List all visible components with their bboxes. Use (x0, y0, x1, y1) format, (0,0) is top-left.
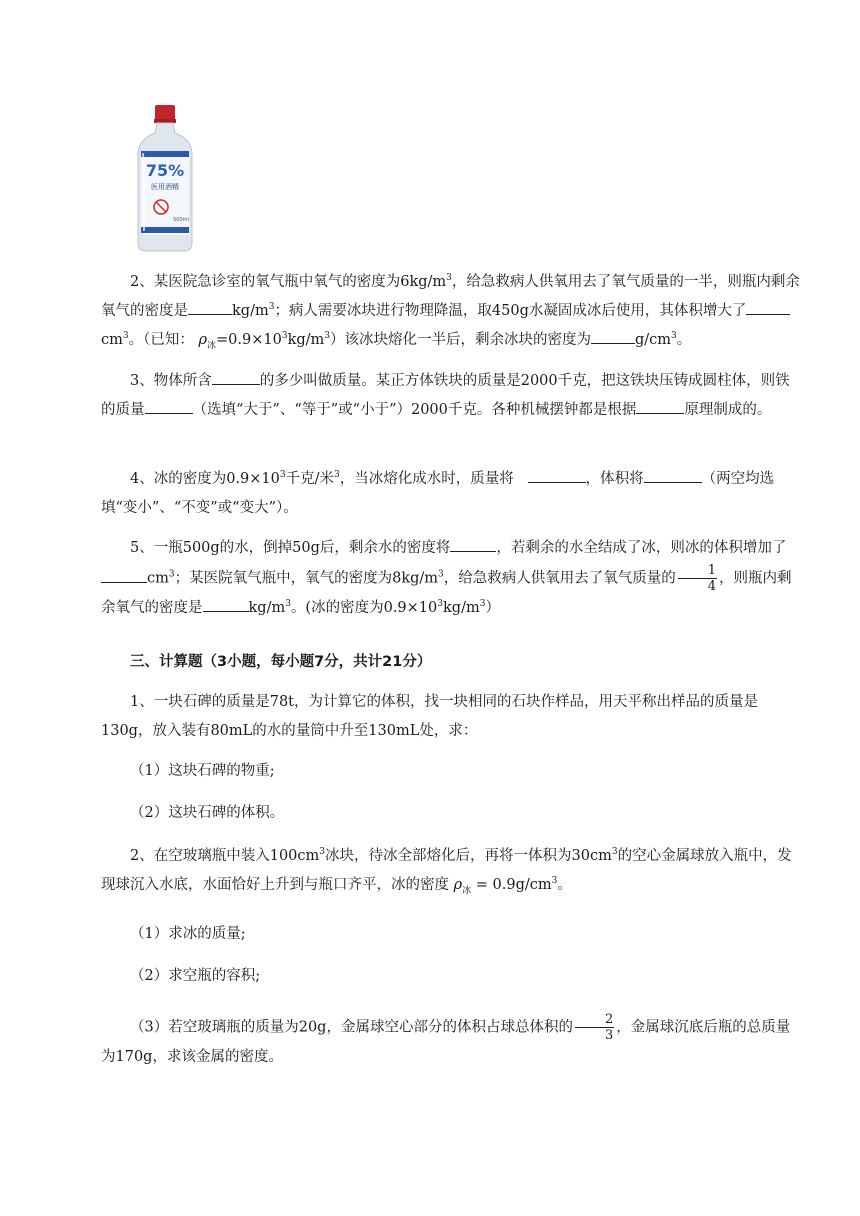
calc-question-1-part-1: （1）这块石碑的物重; (130, 763, 275, 779)
answer-blank[interactable] (188, 298, 232, 315)
question-4: 4、冰的密度为$0.9\times 10^3$千克/米$^3$，当冰熔化成水时，质量将 ，体积将 （两空均选填“变小”、“不变”或“变大”）。 (101, 465, 801, 523)
bottle-volume: 500ml (173, 217, 189, 223)
fraction-one-quarter: $\frac{1}{4}$ (678, 563, 717, 594)
answer-blank[interactable] (528, 466, 586, 483)
question-3: 3、物体所含 的多少叫做质量。某正方体铁块的质量是2000千克，把这铁块压铸成圆柱体，则铁的质量 （选填“大于”、“等于”或“小于”）2000千克。各种机械摆钟都是根据 原理制成的。 (101, 367, 801, 425)
answer-blank[interactable] (746, 298, 790, 315)
answer-blank[interactable] (203, 595, 249, 612)
answer-blank[interactable] (636, 397, 684, 414)
answer-blank[interactable] (591, 327, 635, 344)
question-5: 5、一瓶500g的水，倒掉50g后，剩余水的密度将 ，若剩余的水全结成了冰，则冰的体积增加了$cm^3$；某医院氧气瓶中，氧气的密度为$8kg/m^3$，给急救病人供氧用去了氧气质量的 $\frac{1}{4}$ ，则瓶内剩余氧气的密度是 $kg/m^3$。(冰的密度为$0.9\times 10^3kg/m^3$） (101, 534, 801, 623)
bottle-percent: 75% (145, 161, 185, 180)
answer-blank[interactable] (145, 397, 193, 414)
answer-blank[interactable] (450, 535, 496, 552)
fraction-two-thirds: $\frac{2}{3}$ (575, 1012, 614, 1043)
calc-question-1: 1、一块石碑的质量是78t，为计算它的体积，找一块相同的石块作样品，用天平称出样品的质量是130g，放入装有80mL的水的量筒中升至130mL处，求： (101, 694, 758, 739)
answer-blank[interactable] (101, 566, 147, 583)
calc-question-1-part-2: （2）这块石碑的体积。 (130, 805, 285, 821)
section-heading: 三、计算题（3小题，每小题7分，共计21分） (130, 654, 432, 670)
calc-question-2: 2、在空玻璃瓶中装入$100cm^3$冰块，待冰全部熔化后，再将一体积为$30cm^3$的空心金属球放入瓶中，发现球沉入水底，水面恰好上升到与瓶口齐平，冰的密度 $\rho_冰 = 0.9g/cm^3$。 (101, 847, 792, 896)
alcohol-bottle-image (135, 103, 195, 253)
calc-question-2-part-1: （1）求冰的质量; (130, 926, 246, 942)
answer-blank[interactable] (212, 368, 260, 385)
calc-question-2-part-2: （2）求空瓶的容积; (130, 968, 261, 984)
bottle-label: 医用酒精 (151, 183, 179, 191)
answer-blank[interactable] (644, 466, 702, 483)
question-2: 2、某医院急诊室的氧气瓶中氧气的密度为$6kg/m^3$，给急救病人供氧用去了氧气质量的一半，则瓶内剩余氧气的密度是 $kg/m^3$；病人需要冰块进行物理降温，取450g水凝固成冰后使用，其体积增大了$cm^3$。（已知： $\rho_冰=0.9\times 10^3kg/m^3$）该冰块熔化一半后，剩余冰块的密度为 $g/cm^3$。 (101, 273, 800, 351)
calc-question-2-part-3: （3）若空玻璃瓶的质量为20g，金属球空心部分的体积占球总体积的 $\frac{2}{3}$ ，金属球沉底后瓶的总质量为170g，求该金属的密度。 (101, 1012, 791, 1065)
